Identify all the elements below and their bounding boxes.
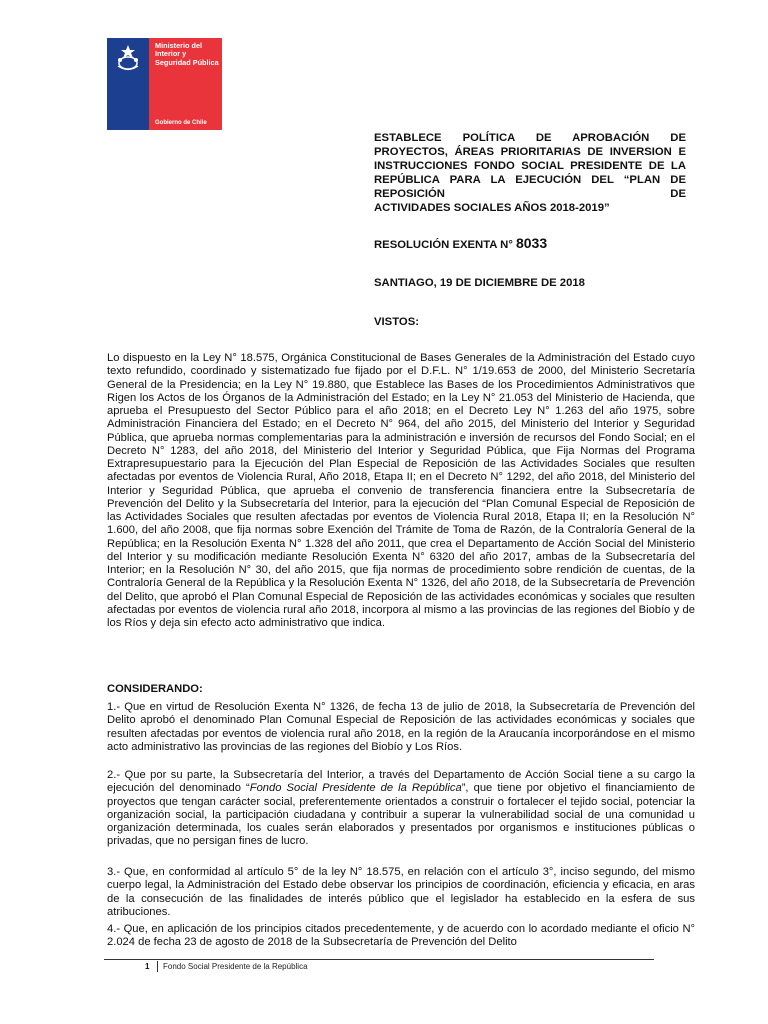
logo-government-label: Gobierno de Chile	[155, 120, 207, 126]
logo-blue-band	[107, 38, 149, 130]
paragraph-2-text-a: 2.- Que por su parte, la Subsecretaría del Interior, a través del Departamento de Acción Social tiene a su cargo la ejecución del denominado “	[107, 769, 695, 795]
considerando-heading: CONSIDERANDO:	[107, 683, 203, 695]
footer-text: Fondo Social Presidente de la República	[163, 962, 308, 971]
logo-ministry-name: Ministerio del Interior y Seguridad Pública	[155, 41, 219, 67]
document-title-last-line: ACTIVIDADES SOCIALES AÑOS 2018-2019”	[374, 202, 610, 215]
document-title	[374, 131, 686, 216]
considerando-paragraph-3: 3.- Que, en conformidad al artículo 5° de la ley N° 18.575, en relación con el artículo 3°, inciso segundo, del mismo cuerpo legal, la Administración del Estado debe observar los principios de coordinación, eficiencia y eficacia, en aras de la consecución de las finalidades de interés público que el legislador ha establecido en la esfera de sus atribuciones.	[107, 866, 695, 918]
footer-divider	[104, 959, 654, 960]
vistos-heading: VISTOS:	[374, 316, 419, 328]
considerando-paragraph-2	[107, 769, 695, 849]
considerando-paragraph-4: 4.- Que, en aplicación de los principios citados precedentemente, y de acuerdo con lo acordado mediante el oficio N° 2.024 de fecha 23 de agosto de 2018 de la Subsecretaría de Prevención del Delito	[107, 923, 695, 949]
document-title-main: ESTABLECE POLÍTICA DE APROBACIÓN DE PROYECTOS, ÁREAS PRIORITARIAS DE INVERSION E INSTRUCCIONES FONDO SOCIAL PRESIDENTE DE LA REPÚBLICA PARA LA EJECUCIÓN DEL “PLAN DE REPOSICIÓN DE	[374, 132, 686, 201]
paragraph-2-text-b: ”, que tiene por objetivo el financiamiento de proyectos que tengan carácter social, preferentemente orientados a construir o fortalecer el tejido social, potenciar la organización social, la participación ciudadana y contribuir a superar la vulnerabilidad social de una comunidad u organización determinada, los cuales serán elaborados y presentados por organismos e instituciones públicas o privadas, que no persigan fines de lucro.	[107, 782, 695, 848]
ministry-logo	[107, 38, 222, 130]
coat-of-arms-icon	[112, 42, 144, 74]
resolution-label: RESOLUCIÓN EXENTA N°	[374, 239, 513, 251]
resolution-number: 8033	[515, 235, 548, 251]
footer-separator	[157, 961, 158, 972]
place-date: SANTIAGO, 19 DE DICIEMBRE DE 2018	[374, 277, 585, 289]
vistos-paragraph: Lo dispuesto en la Ley N° 18.575, Orgánica Constitucional de Bases Generales de la Administración del Estado cuyo texto refundido, coordinado y sistematizado fue fijado por el D.F.L. N° 1/19.653 de 2000, del Ministerio Secretaría General de la Presidencia; en la Ley N° 19.880, que Establece las Bases de los Procedimientos Administrativos que Rigen los Actos de los Órganos de la Administración del Estado; en la Ley N° 21.053 del Ministerio de Hacienda, que aprueba el Presupuesto del Sector Público para el año 2018; en el Decreto Ley N° 1.263 del año 1975, sobre Administración Financiera del Estado; en el Decreto N° 964, del año 2015, del Ministerio del Interior y Seguridad Pública, que aprueba normas complementarias para la administración e inversión de recursos del Fondo Social; en el Decreto N° 1283, del año 2018, del Ministerio del Interior y Seguridad Pública, que Fija Normas del Programa Extrapresupuestario para la Ejecución del Plan Especial de Reposición de las Actividades Sociales que resulten afectadas por eventos de Violencia Rural, Año 2018, Etapa II; en el Decreto N° 1292, del año 2018, del Ministerio del Interior y Seguridad Pública, que aprueba el convenio de transferencia financiera entre la Subsecretaría de Prevención del Delito y la Subsecretaría del Interior, para la ejecución del “Plan Comunal Especial de Reposición de las Actividades Sociales que resulten afectadas por eventos de Violencia Rural 2018, Etapa II; en la Resolución N° 1.600, del año 2008, que fija normas sobre Exención del Trámite de Toma de Razón, de la Contraloría General de la República; en la Resolución Exenta N° 1.328 del año 2011, que crea el Departamento de Acción Social del Ministerio del Interior y su modificación mediante Resolución Exenta N° 6320 del año 2017, ambas de la Subsecretaría del Interior; en la Resolución N° 30, del año 2015, que fija normas de procedimiento sobre rendición de cuentas, de la Contraloría General de la República y la Resolución Exenta N° 1326, del año 2018, de la Subsecretaría de Prevención del Delito, que aprobó el Plan Comunal Especial de Reposición de las actividades económicas y sociales que resulten afectadas por eventos de violencia rural año 2018, incorpora al mismo a las provincias de las regiones del Biobío y de los Ríos y deja sin efecto acto administrativo que indica.	[107, 352, 695, 629]
page-number: 1	[145, 962, 150, 971]
considerando-paragraph-1: 1.- Que en virtud de Resolución Exenta N° 1326, de fecha 13 de julio de 2018, la Subsecretaría de Prevención del Delito aprobó el denominado Plan Comunal Especial de Reposición de las actividades económicas y sociales que resulten afectadas por eventos de violencia rural año 2018, en la región de la Araucanía incorporándose en el mismo acto administrativo las provincias de las regiones del Biobío y Los Ríos.	[107, 701, 695, 753]
fund-name-italic: Fondo Social Presidente de la República	[249, 782, 462, 795]
resolution-line	[374, 235, 547, 251]
